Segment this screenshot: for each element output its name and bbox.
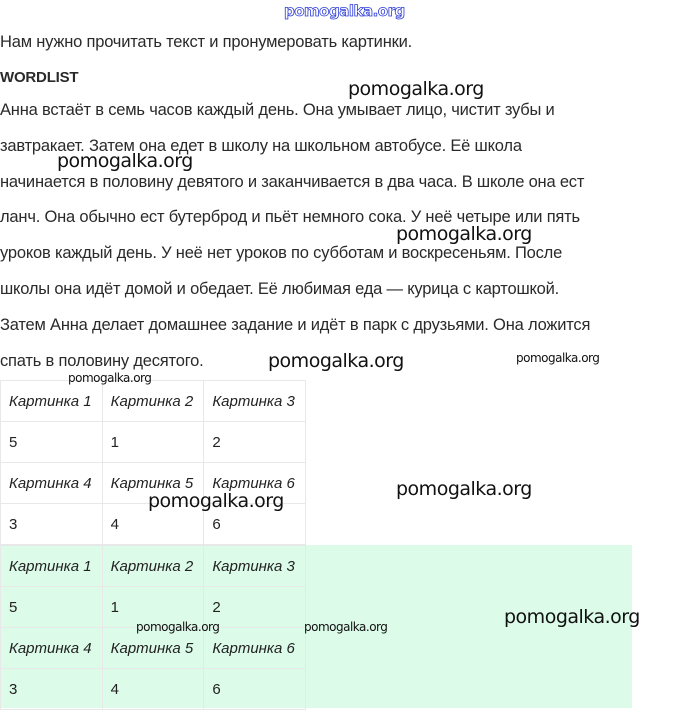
- watermark: pomogalka.org: [136, 620, 220, 634]
- table-cell: 1: [102, 422, 204, 463]
- table-cell: Картинка 6: [204, 628, 306, 669]
- table-cell: Картинка 1: [1, 546, 103, 587]
- story-line: спать в половину десятого.: [0, 352, 204, 370]
- table-cell: Картинка 4: [1, 463, 103, 504]
- table-row: [1, 422, 306, 463]
- story-line: начинается в половину девятого и заканчивается в два часа. В школе она ест: [0, 173, 585, 191]
- pictures-table: [0, 380, 306, 545]
- table-cell: Картинка 3: [204, 381, 306, 422]
- watermark: pomogalka.org: [396, 478, 532, 500]
- table-cell: 6: [204, 504, 306, 545]
- table-cell: Картинка 5: [102, 463, 204, 504]
- story-line: ланч. Она обычно ест бутерброд и пьёт немного сока. У неё четыре или пять: [0, 208, 580, 226]
- table-row: [1, 546, 306, 587]
- table-cell: Картинка 2: [102, 546, 204, 587]
- watermark: pomogalka.org: [68, 371, 152, 385]
- table-cell: 3: [1, 669, 103, 710]
- table-cell: 3: [1, 504, 103, 545]
- table-row: [1, 381, 306, 422]
- table-cell: Картинка 4: [1, 628, 103, 669]
- watermark: pomogalka.org: [268, 350, 404, 372]
- watermark: pomogalka.org: [284, 2, 405, 20]
- wordlist-heading: WORDLIST: [0, 69, 79, 86]
- table-cell: 4: [102, 504, 204, 545]
- table-cell: Картинка 6: [204, 463, 306, 504]
- table-cell: 6: [204, 669, 306, 710]
- watermark: pomogalka.org: [516, 351, 600, 365]
- table-cell: 5: [1, 587, 103, 628]
- watermark: pomogalka.org: [504, 606, 640, 628]
- table-cell: 4: [102, 669, 204, 710]
- watermark: pomogalka.org: [348, 78, 484, 100]
- story-line: завтракает. Затем она едет в школу на школьном автобусе. Её школа: [0, 137, 522, 155]
- table-cell: Картинка 1: [1, 381, 103, 422]
- watermark: pomogalka.org: [304, 620, 388, 634]
- table-cell: Картинка 3: [204, 546, 306, 587]
- watermark: pomogalka.org: [148, 490, 284, 512]
- table-cell: Картинка 2: [102, 381, 204, 422]
- table-cell: 2: [204, 587, 306, 628]
- table-cell: Картинка 5: [102, 628, 204, 669]
- watermark: pomogalka.org: [396, 223, 532, 245]
- table-cell: 2: [204, 422, 306, 463]
- story-line: уроков каждый день. У неё нет уроков по субботам и воскресеньям. После: [0, 244, 563, 262]
- table-row: [1, 669, 306, 710]
- story-line: Анна встаёт в семь часов каждый день. Она умывает лицо, чистит зубы и: [0, 101, 555, 119]
- story-line: Затем Анна делает домашнее задание и идёт в парк с друзьями. Она ложится: [0, 316, 591, 334]
- watermark: pomogalka.org: [57, 150, 193, 172]
- story-line: школы она идёт домой и обедает. Её любимая еда — курица с картошкой.: [0, 280, 560, 298]
- intro-text: Нам нужно прочитать текст и пронумеровать картинки.: [0, 33, 413, 51]
- table-cell: 1: [102, 587, 204, 628]
- table-cell: 5: [1, 422, 103, 463]
